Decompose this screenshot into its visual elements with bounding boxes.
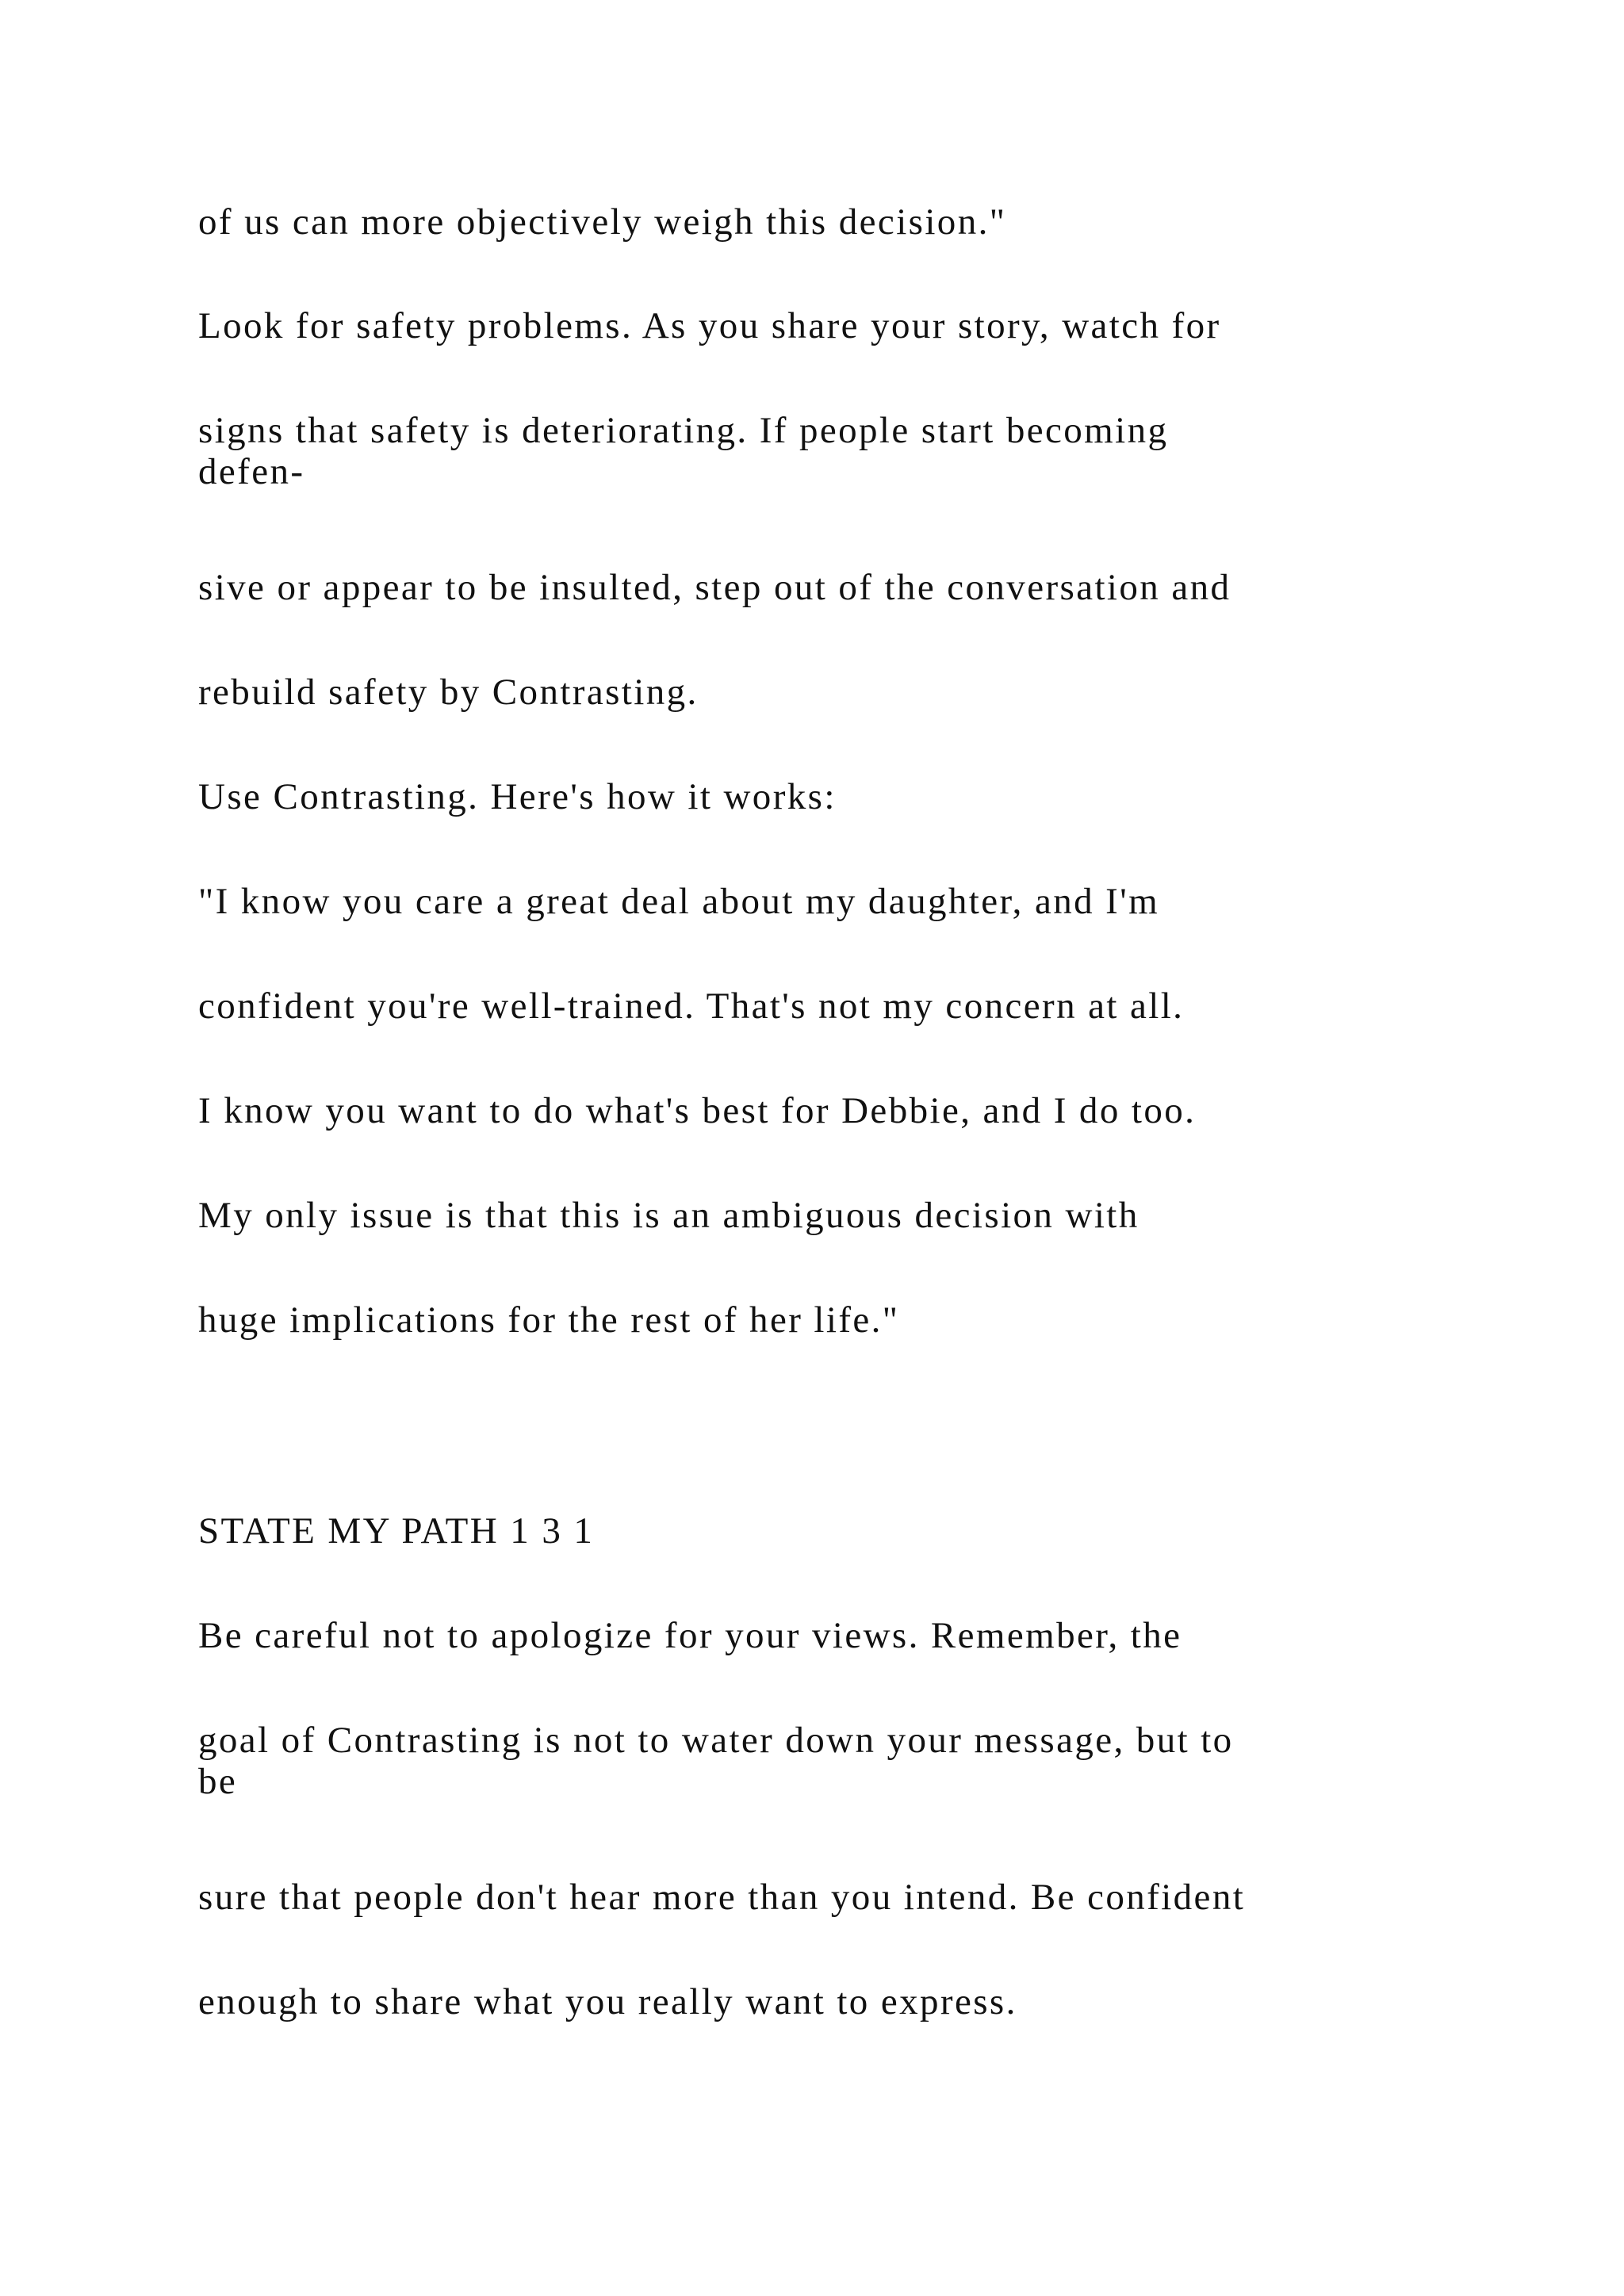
- text-line: be: [198, 1761, 238, 1802]
- text-line: sure that people don't hear more than you intend. Be confident: [198, 1877, 1246, 1918]
- text-line: Look for safety problems. As you share your story, watch for: [198, 305, 1221, 346]
- text-line: I know you want to do what's best for Debbie, and I do too.: [198, 1090, 1197, 1131]
- text-line: huge implications for the rest of her life.": [198, 1299, 900, 1341]
- section-heading: STATE MY PATH 1 3 1: [198, 1510, 595, 1552]
- text-line: signs that safety is deteriorating. If people start becoming: [198, 410, 1169, 451]
- text-line: sive or appear to be insulted, step out of the conversation and: [198, 567, 1231, 608]
- text-line: rebuild safety by Contrasting.: [198, 672, 699, 713]
- text-line: "I know you care a great deal about my daughter, and I'm: [198, 881, 1160, 922]
- text-line: goal of Contrasting is not to water down your message, but to: [198, 1720, 1234, 1761]
- text-line: Use Contrasting. Here's how it works:: [198, 776, 837, 817]
- text-line: enough to share what you really want to express.: [198, 1981, 1017, 2022]
- text-line: of us can more objectively weigh this decision.": [198, 201, 1007, 243]
- text-line: confident you're well-trained. That's not my concern at all.: [198, 985, 1185, 1027]
- text-line: defen-: [198, 451, 305, 492]
- text-line: My only issue is that this is an ambiguous decision with: [198, 1195, 1139, 1236]
- text-line: Be careful not to apologize for your views. Remember, the: [198, 1615, 1182, 1656]
